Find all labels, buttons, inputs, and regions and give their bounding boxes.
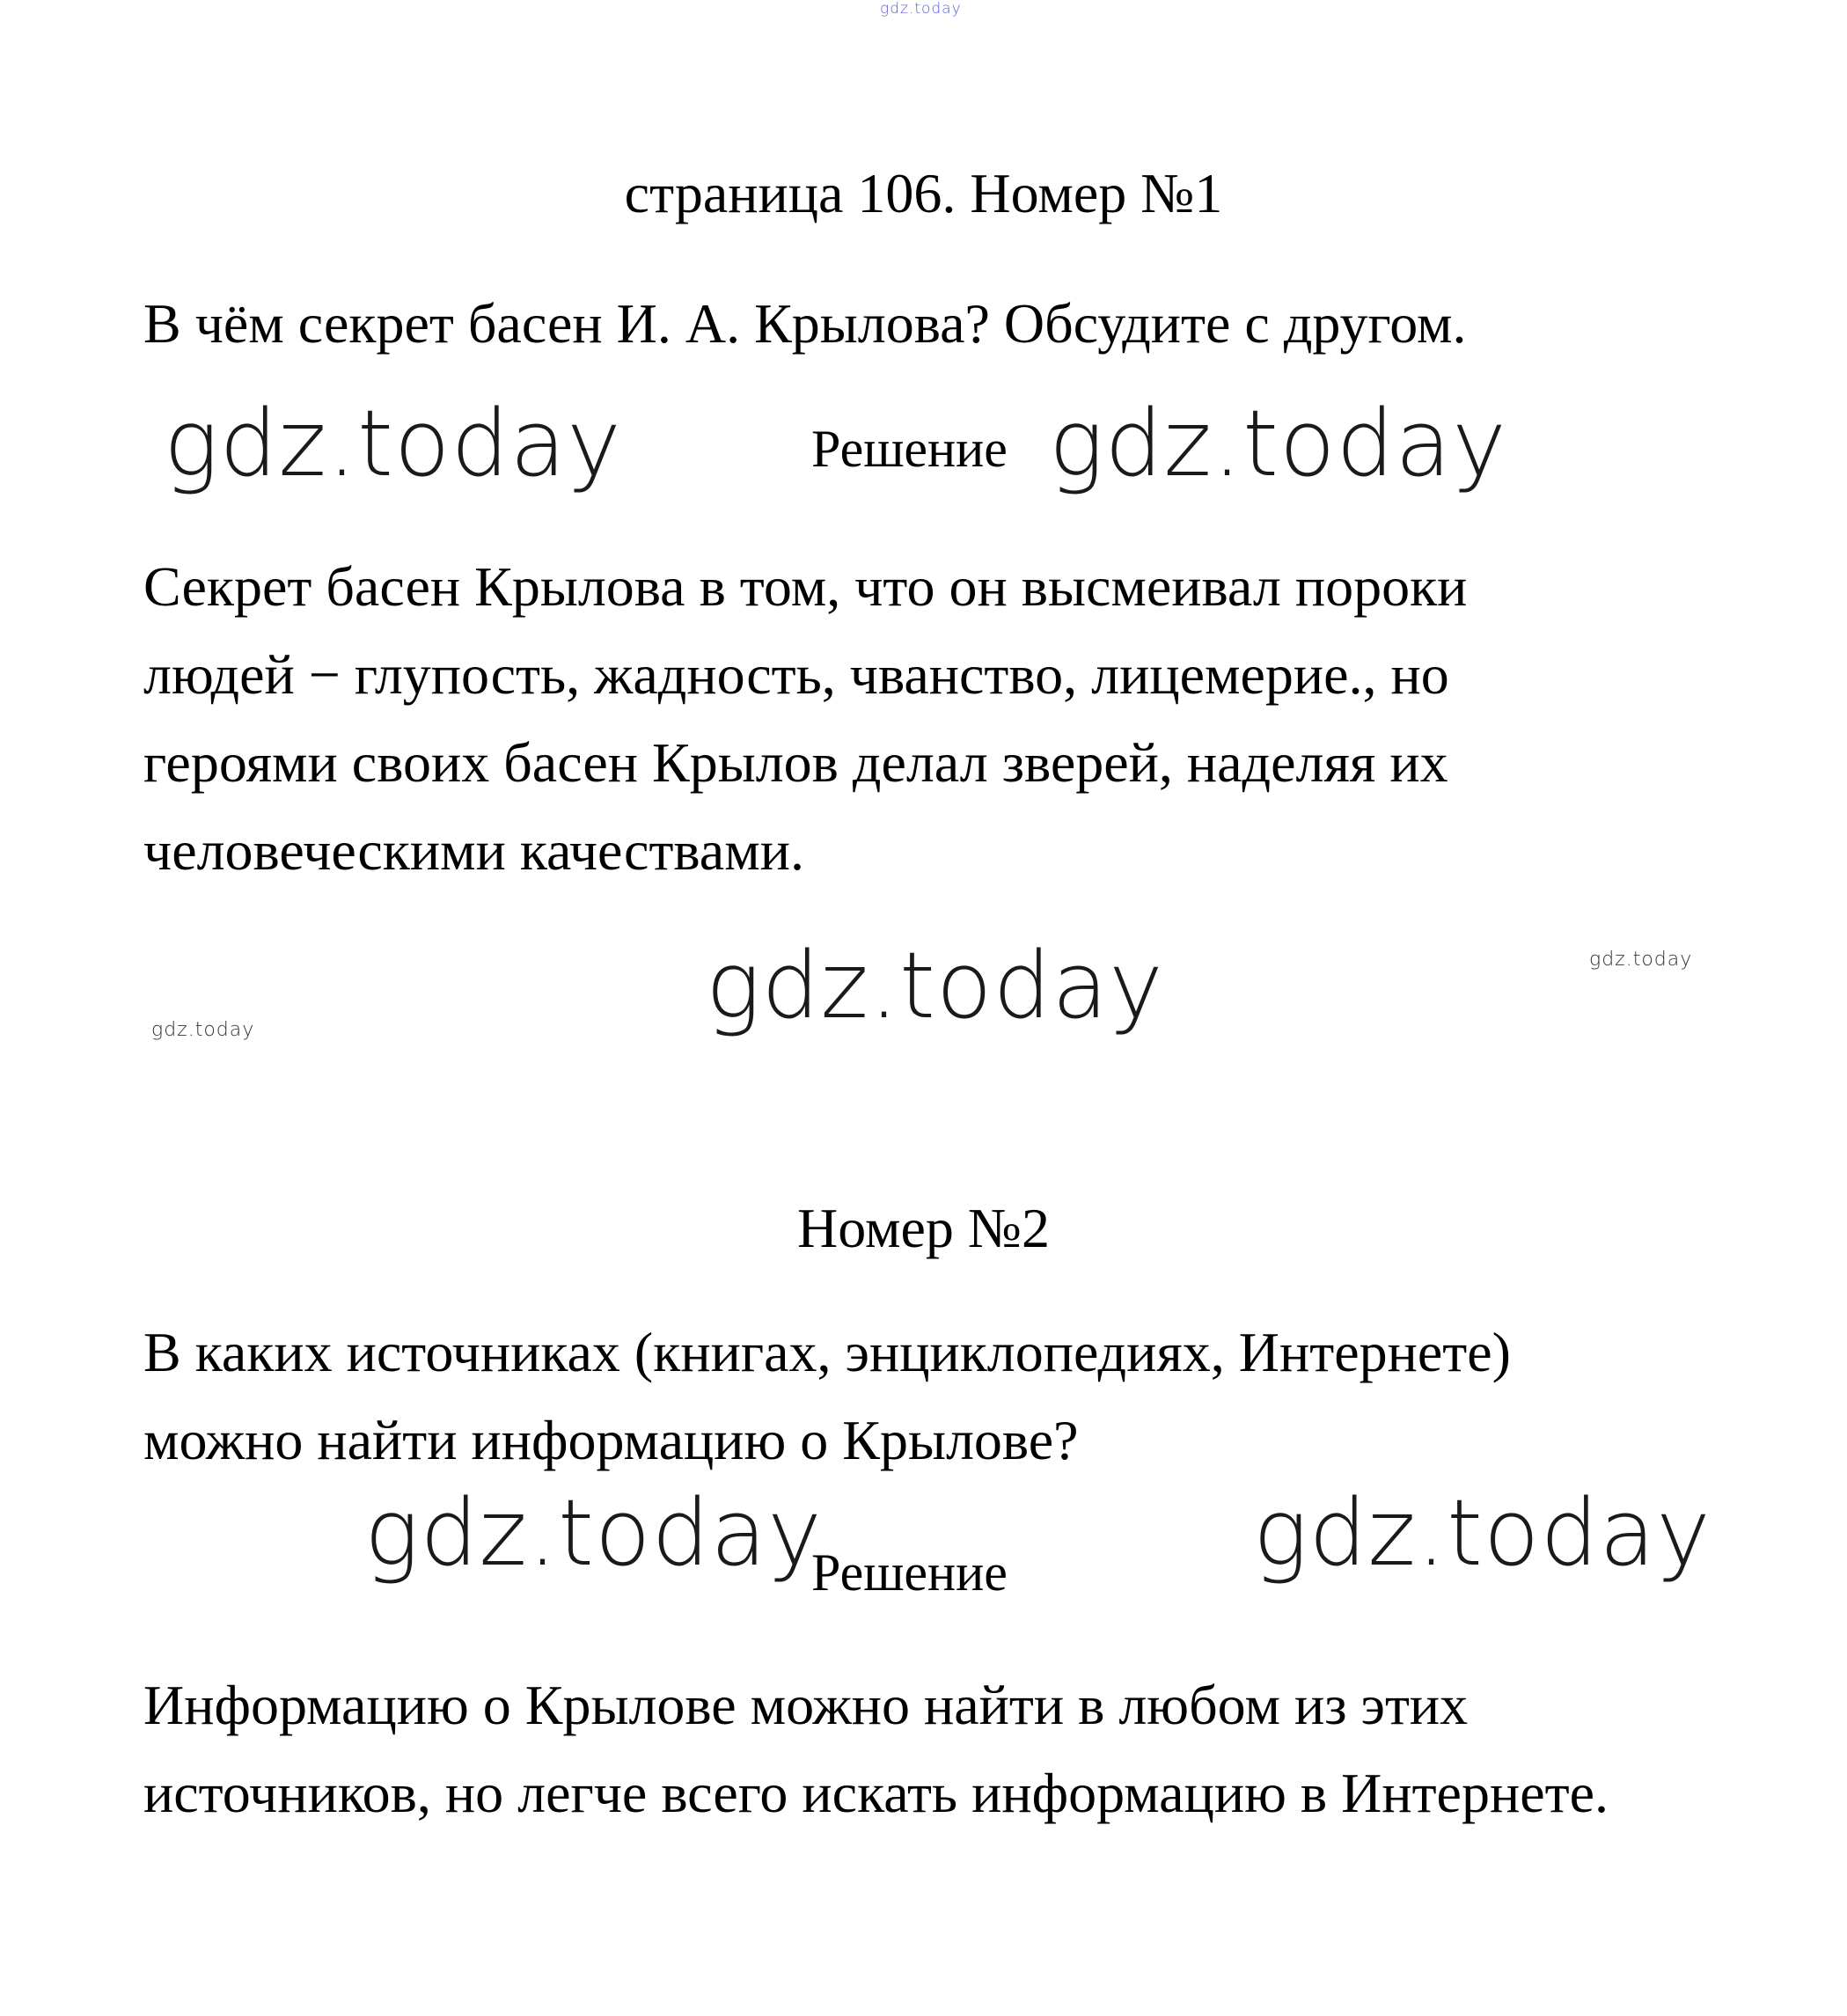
task1-solution-label: Решение — [811, 420, 1008, 478]
watermark-large-center: gdz.today — [706, 932, 1164, 1039]
task2-heading: Номер №2 — [797, 1197, 1050, 1259]
task1-question: В чём секрет басен И. А. Крылова? Обсудите с другом. — [143, 292, 1467, 355]
task2-question — [143, 1309, 1511, 1485]
task1-heading: страница 106. Номер №1 — [624, 162, 1223, 224]
watermark-large-left-2: gdz.today — [364, 1479, 823, 1587]
task1-answer-line-3: героями своих басен Крылов делал зверей, наделяя их — [143, 731, 1448, 794]
task2-answer-line-1: Информацию о Крылове можно найти в любом из этих — [143, 1674, 1469, 1736]
task2-answer — [143, 1661, 1609, 1837]
task1-answer-line-4: человеческими качествами. — [143, 819, 804, 882]
watermark-large-right-2: gdz.today — [1253, 1479, 1711, 1587]
task1-answer — [143, 543, 1467, 895]
watermark-top: gdz.today — [880, 0, 962, 18]
task2-question-line-2: можно найти информацию о Крылове? — [143, 1409, 1079, 1471]
watermark-large-right: gdz.today — [1049, 390, 1507, 497]
task1-answer-line-1: Секрет басен Крылова в том, что он высмеивал пороки — [143, 555, 1468, 618]
watermark-small-left: gdz.today — [151, 1019, 255, 1041]
task2-answer-line-2: источников, но легче всего искать информацию в Интернете. — [143, 1762, 1609, 1824]
task2-question-line-1: В каких источниках (книгах, энциклопедиях, Интернете) — [143, 1321, 1511, 1383]
task1-answer-line-2: людей − глупость, жадность, чванство, лицемерие., но — [143, 643, 1449, 706]
watermark-small-right: gdz.today — [1589, 949, 1693, 971]
watermark-large-left: gdz.today — [164, 390, 622, 497]
task2-solution-label: Решение — [811, 1543, 1008, 1602]
